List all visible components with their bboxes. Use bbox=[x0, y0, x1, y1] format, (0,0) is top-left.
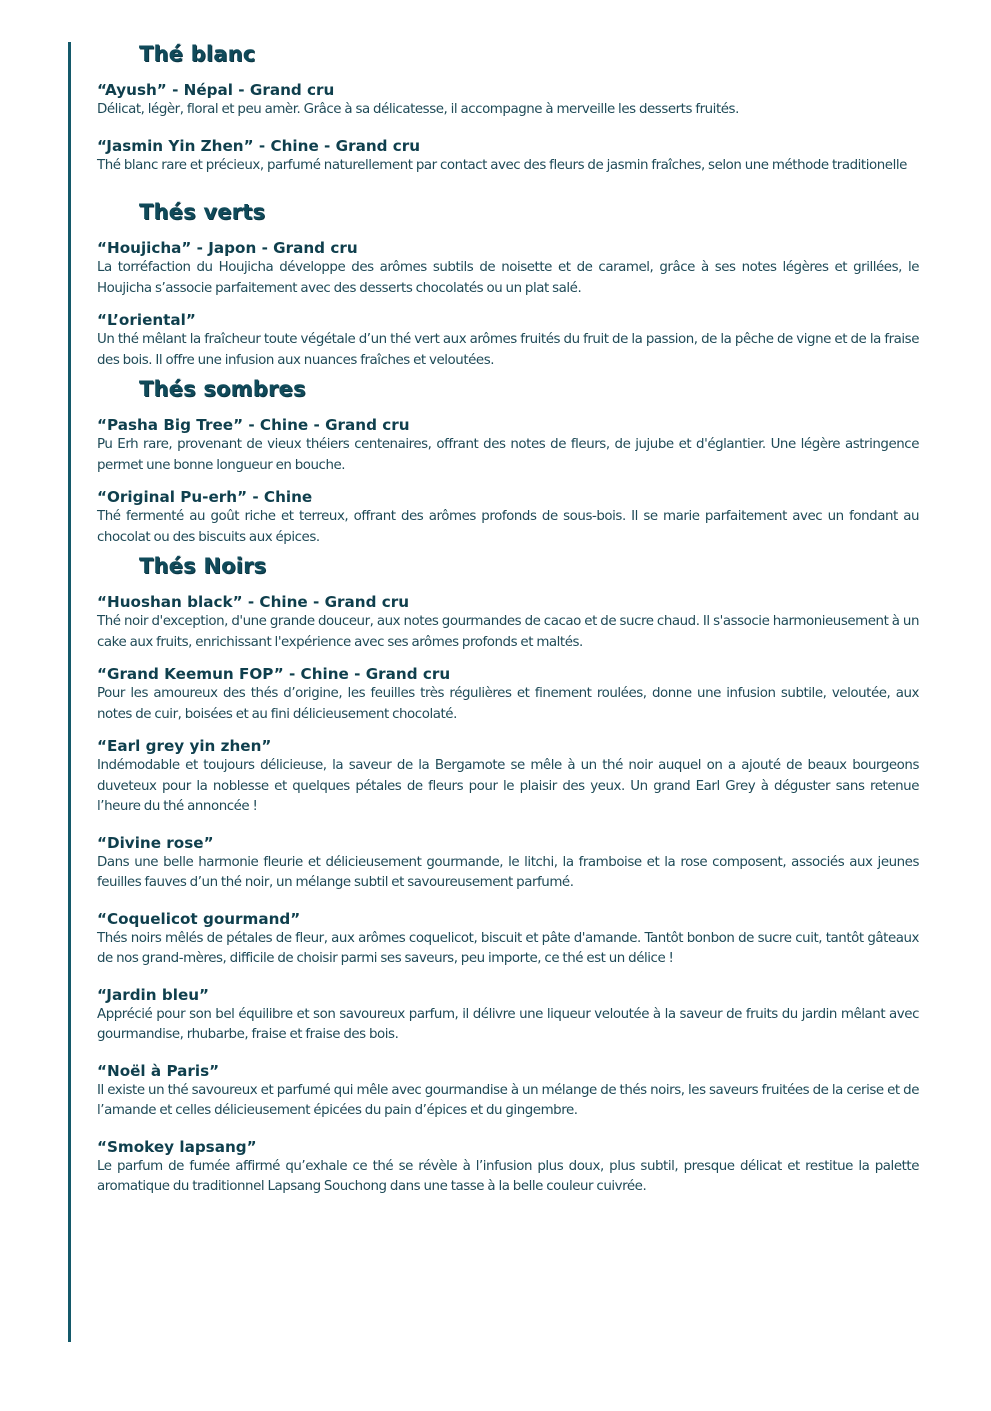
item-title: “Jardin bleu” bbox=[97, 985, 210, 1004]
tea-menu bbox=[97, 40, 919, 1209]
item-title: “Original Pu-erh” - Chine bbox=[97, 488, 313, 506]
item-description: Thé fermenté au goût riche et terreux, offrant des arômes profonds de sous-bois. Il se marie parfaitement avec un fondant au chocolat ou des biscuits aux épices. bbox=[97, 509, 919, 545]
item-description: Un thé mêlant la fraîcheur toute végétale d’un thé vert aux arômes fruités du fruit de la passion, de la pêche de vigne et de la fraise des bois. Il offre une infusion aux nuances fraîches et veloutées. bbox=[97, 332, 919, 368]
section-thes-sombres bbox=[97, 375, 919, 548]
item-description: Il existe un thé savoureux et parfumé qui mêle avec gourmandise à un mélange de thés noirs, les saveurs fruitées de la cerise et de l’amande et celles délicieusement épicées du pain d’épices et du gingembre. bbox=[97, 1082, 919, 1118]
item-title: “Divine rose” bbox=[97, 833, 214, 852]
item-description: Thé blanc rare et précieux, parfumé naturellement par contact avec des fleurs de jasmin fraîches, selon une méthode traditionelle bbox=[97, 157, 907, 173]
section-title: Thé blanc bbox=[139, 42, 256, 66]
item-description: Thés noirs mêlés de pétales de fleur, aux arômes coquelicot, biscuit et pâte d'amande. Tantôt bonbon de sucre cuit, tantôt gâteaux de nos grand-mères, difficile de choisir parmi ses saveurs, peu importe, ce thé est un délice ! bbox=[97, 930, 919, 966]
list-item bbox=[97, 1061, 919, 1122]
item-title: “Smokey lapsang” bbox=[97, 1137, 257, 1156]
item-title: “L’oriental” bbox=[97, 311, 196, 329]
item-description: Pu Erh rare, provenant de vieux théiers centenaires, offrant des notes de fleurs, de jujube et d'églantier. Une légère astringence permet une bonne longueur en bouche. bbox=[97, 437, 919, 473]
section-thes-verts bbox=[97, 198, 919, 371]
item-title: “Jasmin Yin Zhen” - Chine - Grand cru bbox=[97, 136, 421, 155]
left-vertical-rule bbox=[68, 42, 71, 1342]
list-item bbox=[97, 415, 919, 476]
item-title: “Huoshan black” - Chine - Grand cru bbox=[97, 593, 410, 611]
list-item bbox=[97, 909, 919, 970]
list-item bbox=[97, 592, 919, 653]
list-item bbox=[97, 833, 919, 894]
item-description: Thé noir d'exception, d'une grande douceur, aux notes gourmandes de cacao et de sucre chaud. Il s'associe harmonieusement à un cake aux fruits, enrichissant l'expérience avec ses arômes profonds et maltés. bbox=[97, 614, 919, 650]
section-title: Thés verts bbox=[139, 200, 266, 224]
list-item bbox=[97, 1137, 919, 1198]
list-item bbox=[97, 985, 919, 1046]
list-item bbox=[97, 310, 919, 371]
item-description: Indémodable et toujours délicieuse, la saveur de la Bergamote se mêle à un thé noir auquel on a ajouté de beaux bourgeons duveteux pour la noblesse et quelques pétales de fleurs pour le plaisir des yeux. Un grand Earl Grey à déguster sans retenue l’heure du thé annoncée ! bbox=[97, 758, 919, 814]
item-description: Apprécié pour son bel équilibre et son savoureux parfum, il délivre une liqueur veloutée à la saveur de fruits du jardin mêlant avec gourmandise, rhubarbe, fraise et fraise des bois. bbox=[97, 1006, 919, 1042]
list-item bbox=[97, 664, 919, 725]
section-thes-noirs bbox=[97, 552, 919, 1198]
list-item bbox=[97, 80, 919, 121]
section-title: Thés Noirs bbox=[139, 554, 267, 578]
item-title: “Earl grey yin zhen” bbox=[97, 737, 272, 755]
item-title: “Coquelicot gourmand” bbox=[97, 909, 301, 928]
list-item bbox=[97, 136, 919, 177]
item-description: Délicat, légèr, floral et peu amèr. Grâce à sa délicatesse, il accompagne à merveille les desserts fruités. bbox=[97, 102, 739, 117]
item-description: La torréfaction du Houjicha développe des arômes subtils de noisette et de caramel, grâce à ses notes légères et grillées, le Houjicha s’associe parfaitement avec des desserts chocolatés ou un plat salé. bbox=[97, 260, 919, 296]
item-description: Le parfum de fumée affirmé qu’exhale ce thé se révèle à l’infusion plus doux, plus subtil, presque délicat et restitue la palette aromatique du traditionnel Lapsang Souchong dans une tasse à la belle couleur cuivrée. bbox=[97, 1158, 919, 1194]
item-description: Pour les amoureux des thés d’origine, les feuilles très régulières et finement roulées, donne une infusion subtile, veloutée, aux notes de cuir, boisées et au fini délicieusement chocolaté. bbox=[97, 686, 919, 722]
item-title: “Ayush” - Népal - Grand cru bbox=[97, 81, 335, 99]
item-title: “Pasha Big Tree” - Chine - Grand cru bbox=[97, 416, 410, 434]
item-title: “Grand Keemun FOP” - Chine - Grand cru bbox=[97, 665, 451, 683]
list-item bbox=[97, 238, 919, 299]
item-title: “Noël à Paris” bbox=[97, 1061, 220, 1080]
item-title: “Houjicha” - Japon - Grand cru bbox=[97, 239, 358, 257]
list-item bbox=[97, 736, 919, 818]
list-item bbox=[97, 487, 919, 548]
section-title: Thés sombres bbox=[139, 377, 306, 401]
item-description: Dans une belle harmonie fleurie et délicieusement gourmande, le litchi, la framboise et la rose composent, associés aux jeunes feuilles fauves d’un thé noir, un mélange subtil et savoureusement parfumé. bbox=[97, 854, 919, 890]
section-the-blanc bbox=[97, 40, 919, 176]
